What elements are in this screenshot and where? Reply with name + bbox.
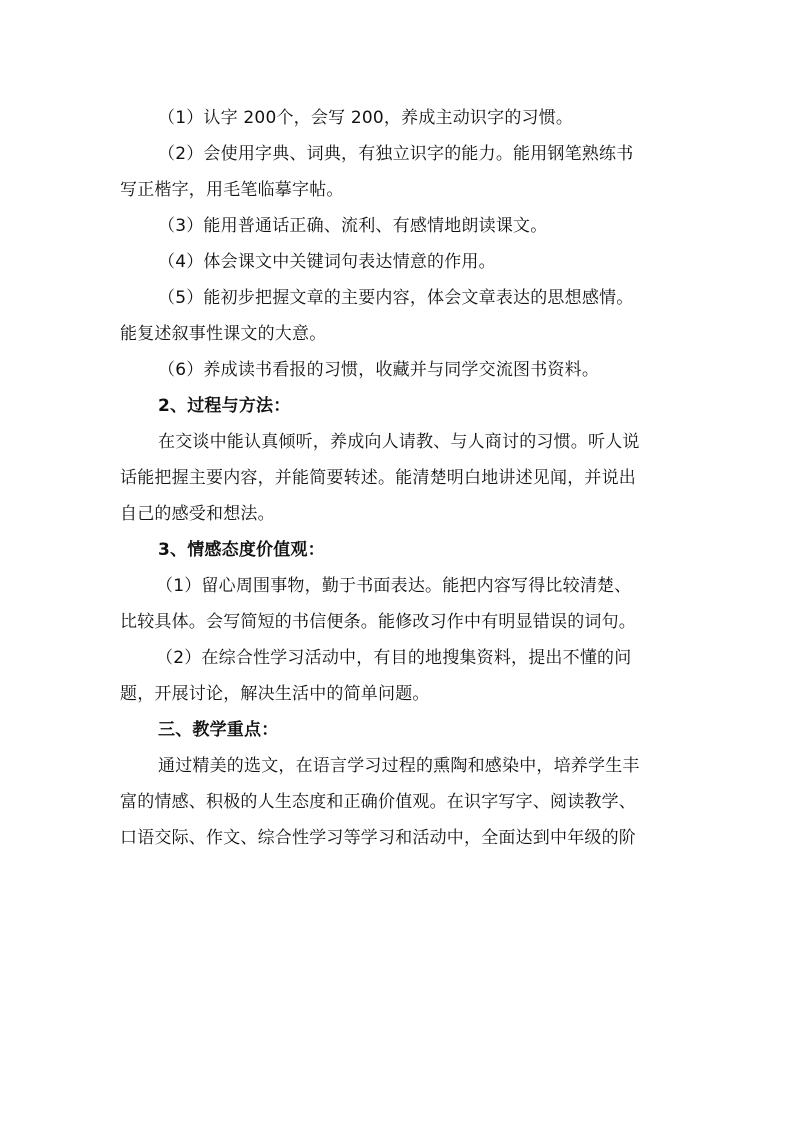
goal-item-2-line-2: 写正楷字，用毛笔临摹字帖。 <box>120 180 344 200</box>
goal-item-4: （4）体会课文中关键词句表达情意的作用。 <box>158 252 496 272</box>
process-paragraph-line-1: 在交谈中能认真倾听，养成向人请教、与人商讨的习惯。听人说 <box>158 432 640 452</box>
section-heading-process-method: 2、过程与方法： <box>158 396 291 416</box>
focus-paragraph-line-2: 富的情感、积极的人生态度和正确价值观。在识字写字、阅读教学、 <box>120 792 636 812</box>
attitude-item-1-line-2: 比较具体。会写简短的书信便条。能修改习作中有明显错误的词句。 <box>120 612 636 632</box>
focus-paragraph-line-1: 通过精美的选文，在语言学习过程的熏陶和感染中，培养学生丰 <box>158 756 640 776</box>
attitude-item-2-line-2: 题，开展讨论，解决生活中的简单问题。 <box>120 684 430 704</box>
goal-item-5-line-1: （5）能初步把握文章的主要内容，体会文章表达的思想感情。 <box>158 288 634 308</box>
document-body <box>120 100 680 856</box>
attitude-item-2-line-1: （2）在综合性学习活动中，有目的地搜集资料，提出不懂的问 <box>156 648 632 668</box>
goal-item-6: （6）养成读书看报的习惯，收藏并与同学交流图书资料。 <box>158 360 600 380</box>
goal-item-5-line-2: 能复述叙事性课文的大意。 <box>120 324 327 344</box>
section-heading-attitude-values: 3、情感态度价值观： <box>158 540 325 560</box>
goal-item-3: （3）能用普通话正确、流利、有感情地朗读课文。 <box>158 216 548 236</box>
goal-item-1: （1）认字 200个，会写 200，养成主动识字的习惯。 <box>158 108 574 128</box>
section-heading-teaching-focus: 三、教学重点： <box>158 720 279 740</box>
goal-item-2-line-1: （2）会使用字典、词典，有独立识字的能力。能用钢笔熟练书 <box>158 144 634 164</box>
process-paragraph-line-2: 话能把握主要内容，并能简要转述。能清楚明白地讲述见闻，并说出 <box>120 468 636 488</box>
attitude-item-1-line-1: （1）留心周围事物，勤于书面表达。能把内容写得比较清楚、 <box>156 576 632 596</box>
process-paragraph-line-3: 自己的感受和想法。 <box>120 504 275 524</box>
focus-paragraph-line-3: 口语交际、作文、综合性学习等学习和活动中，全面达到中年级的阶 <box>120 828 636 848</box>
